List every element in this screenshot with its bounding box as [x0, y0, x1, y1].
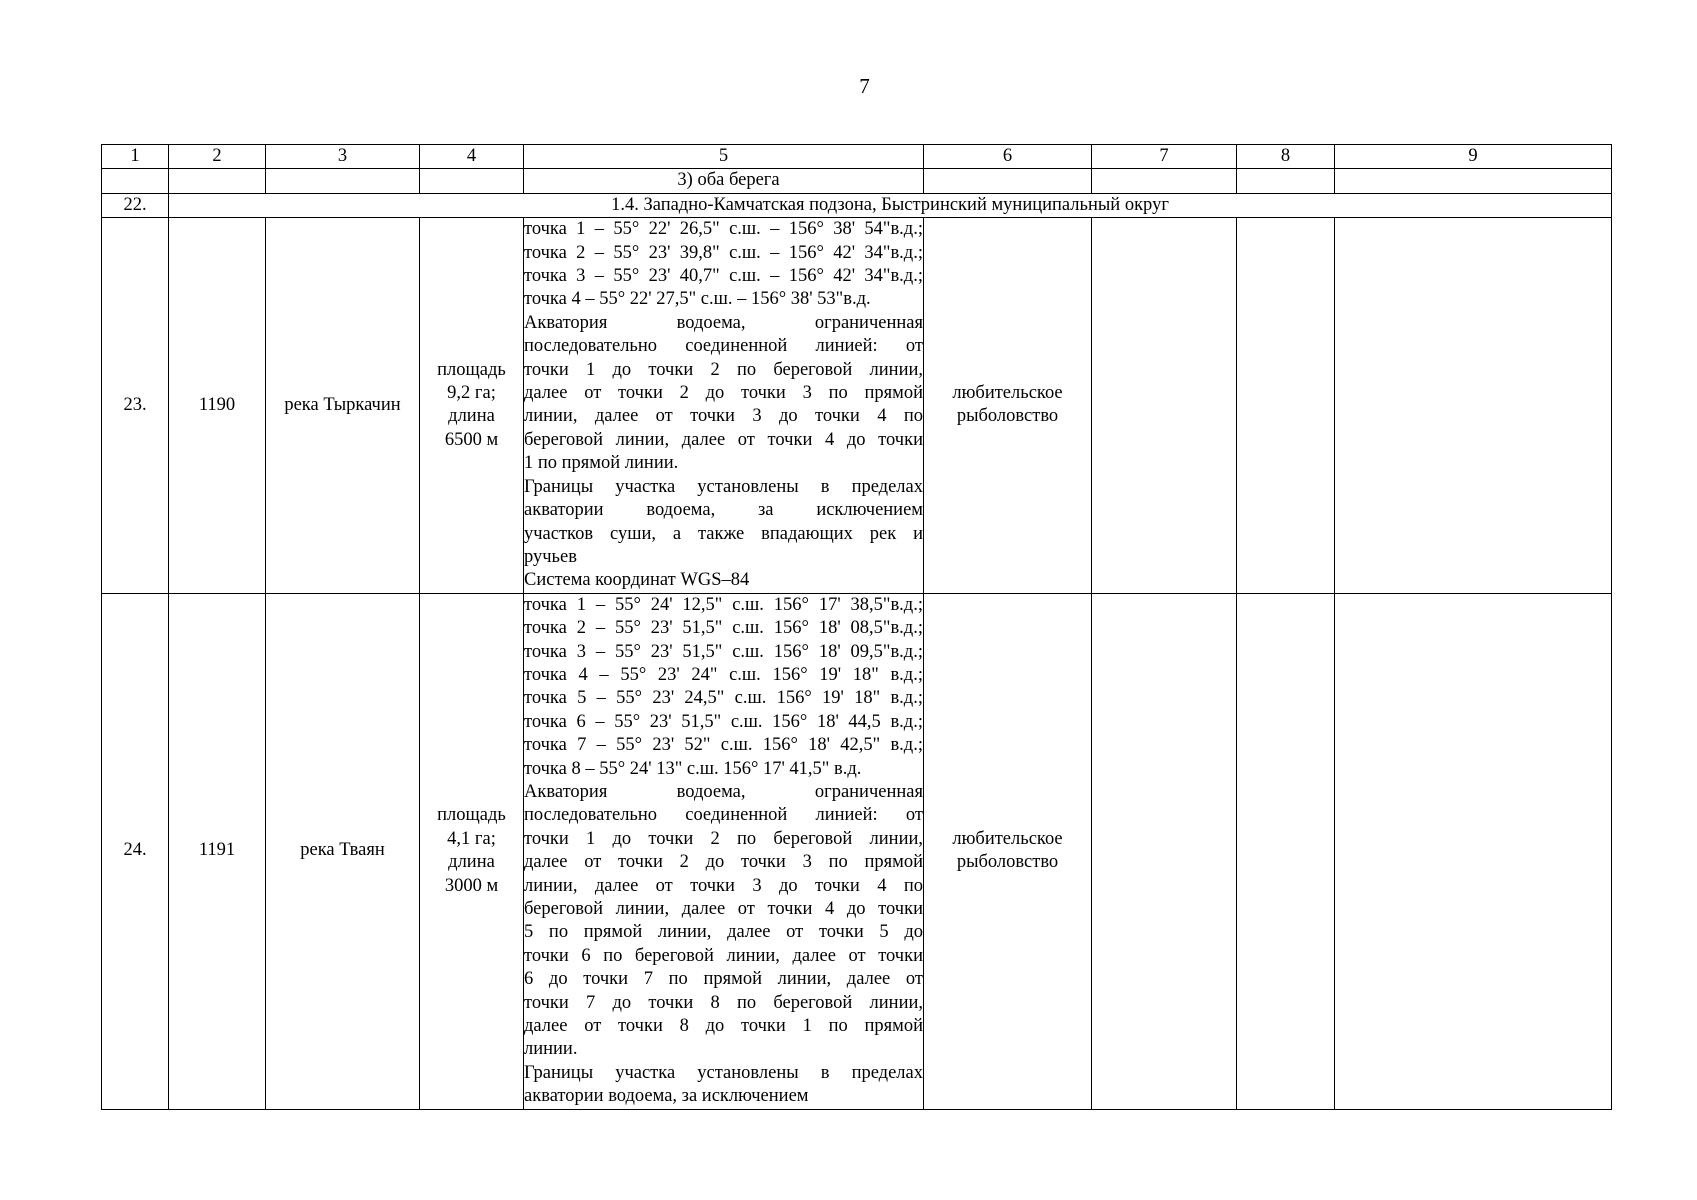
boundary-description-line: 6 до точки 7 по прямой линии, далее от	[524, 969, 923, 990]
boundary-note-line: Границы участка установлены в пределах	[524, 476, 923, 497]
boundary-description-line: точки 1 до точки 2 по береговой линии,	[524, 359, 923, 380]
row-number: 23.	[102, 218, 169, 594]
coordinate-system: Система координат WGS–84	[524, 570, 750, 591]
boundary-description-line: далее от точки 8 до точки 1 по прямой	[524, 1016, 923, 1037]
fishing-purpose-lines	[952, 828, 1062, 875]
boundary-note-line: акватории водоема, за исключением	[524, 1086, 809, 1107]
table-row	[102, 218, 1612, 594]
row-number: 24.	[102, 593, 169, 1109]
water-body-name: река Тваян	[266, 593, 420, 1109]
section-number: 22.	[102, 193, 169, 217]
area-size-lines	[437, 359, 506, 453]
header-cell: 1	[102, 145, 169, 169]
boundary-point: точка 2 – 55° 23' 39,8" с.ш. – 156° 42' 34"в.д.;	[524, 242, 923, 263]
continuation-text: 3) оба берега	[524, 169, 924, 193]
area-size-line: 4,1 га;	[447, 828, 496, 849]
boundary-description-line: далее от точки 2 до точки 3 по прямой	[524, 383, 923, 404]
header-cell: 5	[524, 145, 924, 169]
fishing-purpose	[924, 593, 1092, 1109]
section-row	[102, 193, 1612, 217]
boundary-description-line: последовательно соединенной линией: от	[524, 336, 923, 357]
area-size-lines	[437, 804, 506, 898]
area-size	[420, 593, 524, 1109]
section-title: 1.4. Западно-Камчатская подзона, Быстринский муниципальный округ	[169, 193, 1612, 217]
column-8-cell	[1237, 593, 1335, 1109]
boundary-point: точка 4 – 55° 23' 24" с.ш. 156° 19' 18" в.д.;	[524, 664, 923, 685]
fishing-purpose	[924, 218, 1092, 594]
area-size-line: площадь	[437, 359, 506, 380]
header-cell: 9	[1335, 145, 1612, 169]
boundary-note-line: акватории водоема, за исключением	[524, 500, 923, 521]
header-row	[102, 145, 1612, 169]
header-cell: 6	[924, 145, 1092, 169]
boundary-description-line: далее от точки 2 до точки 3 по прямой	[524, 852, 923, 873]
boundary-point: точка 1 – 55° 22' 26,5" с.ш. – 156° 38' 54"в.д.;	[524, 219, 923, 240]
area-size-line: длина	[448, 852, 495, 873]
fishing-purpose-line: рыболовство	[956, 852, 1059, 873]
page-number: 7	[859, 74, 870, 98]
boundary-description-line: точки 6 по береговой линии, далее от точки	[524, 945, 923, 966]
boundary-point: точка 4 – 55° 22' 27,5" с.ш. – 156° 38' 53"в.д.	[524, 289, 871, 310]
boundary-description-line: 1 по прямой линии.	[524, 453, 679, 474]
continuation-row	[102, 169, 1612, 193]
area-size-line: 6500 м	[444, 429, 499, 450]
boundary-description-line: линии, далее от точки 3 до точки 4 по	[524, 406, 923, 427]
area-code: 1191	[169, 593, 266, 1109]
boundary-description-line: береговой линии, далее от точки 4 до точки	[524, 429, 923, 450]
boundary-description-line: последовательно соединенной линией: от	[524, 805, 923, 826]
boundary-note-line: участков суши, а также впадающих рек и	[524, 523, 923, 544]
area-size-line: 9,2 га;	[447, 383, 496, 404]
fishing-areas-table	[101, 144, 1612, 1110]
header-cell: 7	[1092, 145, 1237, 169]
boundary-description-line: линии.	[524, 1039, 578, 1060]
area-size	[420, 218, 524, 594]
boundary-point: точка 1 – 55° 24' 12,5" с.ш. 156° 17' 38,5"в.д.;	[524, 594, 923, 615]
column-9-cell	[1335, 218, 1612, 594]
boundary-note-line: Границы участка установлены в пределах	[524, 1062, 923, 1083]
boundary-description-line: линии, далее от точки 3 до точки 4 по	[524, 875, 923, 896]
boundary-point: точка 3 – 55° 23' 51,5" с.ш. 156° 18' 09,5"в.д.;	[524, 641, 923, 662]
header-cell: 4	[420, 145, 524, 169]
area-size-line: 3000 м	[444, 875, 499, 896]
column-9-cell	[1335, 593, 1612, 1109]
column-7-cell	[1092, 593, 1237, 1109]
boundary-point: точка 3 – 55° 23' 40,7" с.ш. – 156° 42' 34"в.д.;	[524, 266, 923, 287]
water-body-name: река Тыркачин	[266, 218, 420, 594]
column-7-cell	[1092, 218, 1237, 594]
boundary-point: точка 6 – 55° 23' 51,5" с.ш. 156° 18' 44,5 в.д.;	[524, 711, 923, 732]
boundary-description-line: точки 1 до точки 2 по береговой линии,	[524, 828, 923, 849]
area-description	[524, 593, 924, 1109]
boundary-note-line: ручьев	[524, 546, 577, 567]
boundary-point: точка 5 – 55° 23' 24,5" с.ш. 156° 19' 18" в.д.;	[524, 688, 923, 709]
fishing-purpose-line: любительское	[952, 383, 1063, 404]
boundary-description-line: береговой линии, далее от точки 4 до точки	[524, 899, 923, 919]
column-8-cell	[1237, 218, 1335, 594]
boundary-point: точка 2 – 55° 23' 51,5" с.ш. 156° 18' 08,5"в.д.;	[524, 618, 923, 639]
header-cell: 2	[169, 145, 266, 169]
boundary-description-line: точки 7 до точки 8 по береговой линии,	[524, 992, 923, 1013]
area-description	[524, 218, 924, 594]
boundary-point: точка 8 – 55° 24' 13" с.ш. 156° 17' 41,5" в.д.	[524, 758, 862, 779]
boundary-description-line: 5 по прямой линии, далее от точки 5 до	[524, 922, 923, 943]
boundary-description-line: Акватория водоема, ограниченная	[524, 781, 923, 802]
table-row	[102, 593, 1612, 1109]
area-size-line: площадь	[437, 805, 506, 826]
header-cell: 8	[1237, 145, 1335, 169]
area-code: 1190	[169, 218, 266, 594]
fishing-purpose-line: любительское	[952, 828, 1063, 849]
boundary-point: точка 7 – 55° 23' 52" с.ш. 156° 18' 42,5" в.д.;	[524, 735, 923, 756]
header-cell: 3	[266, 145, 420, 169]
fishing-purpose-lines	[952, 382, 1062, 429]
area-size-line: длина	[448, 406, 495, 427]
fishing-purpose-line: рыболовство	[956, 406, 1059, 427]
boundary-description-line: Акватория водоема, ограниченная	[524, 312, 923, 333]
